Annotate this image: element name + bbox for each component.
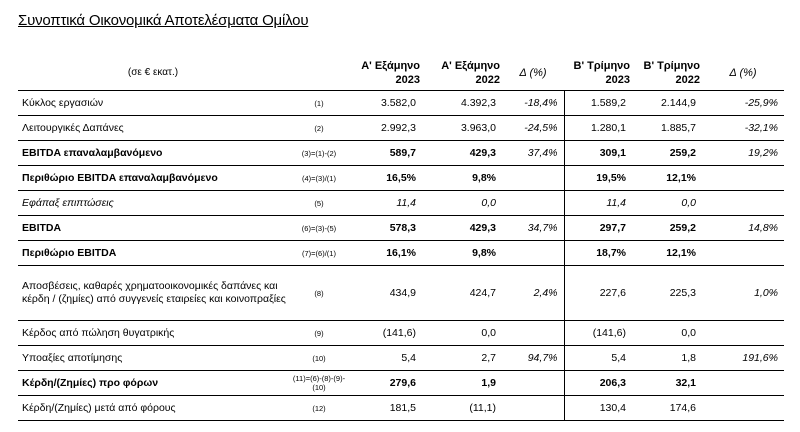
value-q2-2022: 0,0 [681, 197, 696, 209]
value-h1-2022: (11,1) [469, 402, 496, 414]
financial-results-table [18, 56, 784, 421]
value-q2-delta [702, 166, 784, 191]
value-q2-2023: 309,1 [564, 141, 632, 166]
table-row [18, 166, 784, 191]
row-label: EBITDA [22, 221, 62, 234]
row-ref: (12) [312, 403, 326, 413]
table-row [18, 266, 784, 321]
value-h1-2022: 1,9 [481, 377, 496, 389]
row-ref: (3)=(1)-(2) [301, 148, 337, 158]
table-row [18, 396, 784, 421]
value-q2-delta: 19,2% [748, 147, 778, 159]
table-row [18, 191, 784, 216]
value-q2-delta [702, 371, 784, 396]
value-h1-2023: 3.582,0 [380, 97, 416, 109]
value-h1-delta: 34,7% [527, 222, 558, 234]
value-q2-2023: 130,4 [564, 396, 632, 421]
row-label: Κέρδη/(Ζημίες) προ φόρων [22, 376, 159, 389]
table-row [18, 321, 784, 346]
value-h1-2022: 0,0 [481, 197, 496, 209]
row-label: Εφάπαξ επιπτώσεις [22, 196, 114, 209]
row-ref: (8) [314, 288, 324, 298]
value-h1-2023: 279,6 [389, 377, 416, 389]
value-h1-delta [502, 321, 564, 346]
value-h1-2022: 0,0 [481, 327, 496, 339]
col-header-h1-2022: Α' Εξάμηνο 2022 [441, 60, 500, 86]
value-q2-delta [702, 396, 784, 421]
value-h1-2022: 424,7 [469, 287, 496, 299]
col-header-q2-delta: Δ (%) [729, 67, 757, 79]
value-q2-2023: 19,5% [564, 166, 632, 191]
row-ref: (10) [312, 353, 326, 363]
value-h1-delta [502, 371, 564, 396]
value-h1-2022: 9,8% [472, 172, 496, 184]
table-row [18, 141, 784, 166]
value-q2-2022: 12,1% [666, 247, 696, 259]
value-q2-2023: 1.589,2 [564, 91, 632, 116]
value-h1-delta: 2,4% [533, 287, 558, 299]
row-label: Περιθώριο EBITDA επαναλαμβανόμενο [22, 171, 218, 184]
value-h1-2023: 434,9 [389, 287, 416, 299]
value-h1-delta [502, 166, 564, 191]
row-ref: (11)=(6)-(8)-(9)-(10) [292, 374, 346, 392]
value-q2-delta: -25,9% [744, 97, 778, 109]
table-row [18, 116, 784, 141]
table-row [18, 346, 784, 371]
row-label: EBITDA επαναλαμβανόμενο [22, 146, 163, 159]
value-h1-2022: 4.392,3 [460, 97, 496, 109]
col-header-h1-2023: Α' Εξάμηνο 2023 [361, 60, 420, 86]
table-row [18, 216, 784, 241]
value-q2-2023: 206,3 [564, 371, 632, 396]
row-label: Αποσβέσεις, καθαρές χρηματοοικονομικές δαπάνες και κέρδη / (ζημίες) από συγγενείς εταιρείες και κοινοπραξίες [22, 280, 286, 305]
col-header-q2-2023: Β' Τρίμηνο 2023 [573, 60, 630, 86]
value-q2-2023: (141,6) [564, 321, 632, 346]
row-label: Υποαξίες αποτίμησης [22, 351, 123, 364]
value-h1-delta [502, 396, 564, 421]
table-row [18, 91, 784, 116]
value-q2-delta: 14,8% [748, 222, 778, 234]
row-ref: (2) [314, 123, 324, 133]
row-label: Κέρδη/(Ζημίες) μετά από φόρους [22, 401, 176, 414]
table-body [18, 91, 784, 421]
page-title: Συνοπτικά Οικονομικά Αποτελέσματα Ομίλου [18, 12, 309, 29]
table-row [18, 241, 784, 266]
col-header-h1-delta: Δ (%) [519, 67, 547, 79]
value-h1-delta: -24,5% [524, 122, 558, 134]
value-h1-2022: 9,8% [472, 247, 496, 259]
value-h1-delta: 37,4% [527, 147, 558, 159]
row-ref: (4)=(3)/(1) [302, 173, 336, 183]
value-h1-2023: (141,6) [382, 327, 416, 339]
value-q2-2022: 174,6 [669, 402, 696, 414]
row-label: Περιθώριο EBITDA [22, 246, 117, 259]
value-q2-2022: 0,0 [681, 327, 696, 339]
value-q2-delta: 191,6% [742, 352, 778, 364]
value-q2-delta [702, 241, 784, 266]
value-h1-2023: 11,4 [396, 197, 416, 209]
value-q2-2022: 12,1% [666, 172, 696, 184]
value-h1-2022: 2,7 [481, 352, 496, 364]
value-q2-2023: 1.280,1 [564, 116, 632, 141]
col-header-q2-2022: Β' Τρίμηνο 2022 [643, 60, 700, 86]
row-ref: (1) [314, 98, 324, 108]
row-ref: (9) [314, 328, 324, 338]
value-h1-2023: 16,5% [386, 172, 416, 184]
row-ref: (6)=(3)-(5) [301, 223, 337, 233]
units-label: (σε € εκατ.) [127, 67, 179, 78]
value-q2-2023: 5,4 [564, 346, 632, 371]
value-q2-delta [702, 321, 784, 346]
row-label: Κύκλος εργασιών [22, 96, 104, 109]
row-ref: (5) [314, 198, 324, 208]
row-ref: (7)=(6)/(1) [302, 248, 336, 258]
value-h1-2022: 3.963,0 [460, 122, 496, 134]
value-h1-delta [502, 241, 564, 266]
value-q2-2022: 2.144,9 [660, 97, 696, 109]
value-h1-2023: 5,4 [401, 352, 416, 364]
value-q2-delta [702, 191, 784, 216]
value-h1-2022: 429,3 [469, 222, 496, 234]
value-h1-2023: 589,7 [389, 147, 416, 159]
value-q2-2022: 32,1 [675, 377, 696, 389]
value-h1-delta: -18,4% [524, 97, 558, 109]
value-h1-2023: 16,1% [386, 247, 416, 259]
value-q2-2023: 18,7% [564, 241, 632, 266]
value-h1-2023: 578,3 [389, 222, 416, 234]
value-q2-2023: 227,6 [564, 266, 632, 321]
value-h1-2023: 2.992,3 [380, 122, 416, 134]
row-label: Κέρδος από πώληση θυγατρικής [22, 326, 175, 339]
table-header-row [18, 56, 784, 91]
table-row [18, 371, 784, 396]
value-h1-delta: 94,7% [527, 352, 558, 364]
value-q2-delta: 1,0% [754, 287, 778, 299]
value-q2-2022: 1,8 [681, 352, 696, 364]
value-h1-2023: 181,5 [389, 402, 416, 414]
value-h1-delta [502, 191, 564, 216]
value-q2-2023: 11,4 [564, 191, 632, 216]
value-h1-2022: 429,3 [469, 147, 496, 159]
value-q2-2022: 259,2 [669, 222, 696, 234]
value-q2-2022: 1.885,7 [660, 122, 696, 134]
value-q2-delta: -32,1% [744, 122, 778, 134]
row-label: Λειτουργικές Δαπάνες [22, 121, 124, 134]
value-q2-2023: 297,7 [564, 216, 632, 241]
value-q2-2022: 259,2 [669, 147, 696, 159]
value-q2-2022: 225,3 [669, 287, 696, 299]
